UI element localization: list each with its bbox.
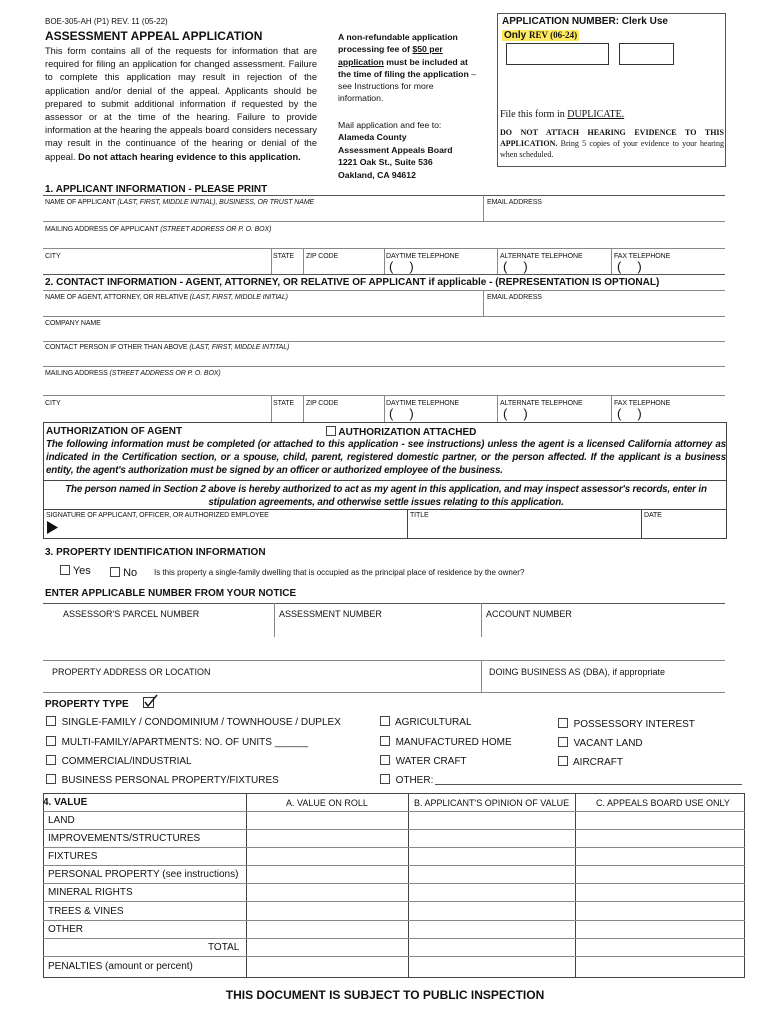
signature-label: SIGNATURE OF APPLICANT, OFFICER, OR AUTHORIZED EMPLOYEE: [46, 512, 269, 519]
clerk-use-box: [497, 13, 726, 167]
assessment-number-field[interactable]: [279, 621, 479, 637]
sec2-heading: 2. CONTACT INFORMATION - AGENT, ATTORNEY, OR RELATIVE OF APPLICANT if applicable - (REPRESENTATION IS OPTIONAL): [45, 277, 660, 288]
agent-alttel-label: ALTERNATE TELEPHONE: [500, 400, 583, 407]
applicant-mailing-field[interactable]: [45, 234, 725, 248]
applicant-name-field[interactable]: [45, 207, 481, 221]
contact-person-label: CONTACT PERSON IF OTHER THAN ABOVE (LAST, FIRST, MIDDLE INTITAL): [45, 344, 290, 351]
agent-mailing-label: MAILING ADDRESS (STREET ADDRESS OR P. O. BOX): [45, 370, 221, 377]
value-row-total: TOTAL: [208, 942, 240, 953]
auth-instructions: The following information must be completed (or attached to this application - see instructions) unless the agent is a licensed California attorney as indicated in the Certification section, or a spouse, child, parent, registered domestic partner, or the person affected. If the applicant is a business entity, the agent's authorization must be signed by an officer or authorized employee of the business.: [46, 439, 726, 476]
value-row-fixtures: FIXTURES: [48, 851, 98, 862]
applicant-fax-field[interactable]: (): [617, 259, 658, 274]
evidence-notice: DO NOT ATTACH HEARING EVIDENCE TO THIS APPLICATION. Bring 5 copies of your evidence to your hearing when scheduled.: [500, 128, 724, 159]
value-on-roll-column[interactable]: [247, 812, 407, 977]
value-row-land: LAND: [48, 815, 75, 826]
agent-daytel-field[interactable]: (): [389, 406, 430, 421]
applicant-zip-label: ZIP CODE: [306, 253, 339, 260]
form-title: ASSESSMENT APPEAL APPLICATION: [45, 29, 263, 43]
checkmark-icon: [142, 694, 159, 714]
agent-daytel-label: DAYTIME TELEPHONE: [386, 400, 460, 407]
value-col-a-header: A. VALUE ON ROLL: [286, 798, 368, 808]
agent-email-field[interactable]: [487, 302, 725, 316]
agent-alttel-field[interactable]: (): [503, 406, 544, 421]
apn-label: ASSESSOR'S PARCEL NUMBER: [63, 609, 200, 619]
applicant-opinion-column[interactable]: [409, 812, 574, 977]
auth-heading: AUTHORIZATION OF AGENT: [46, 426, 183, 437]
value-row-penalties: PENALTIES (amount or percent): [48, 961, 193, 972]
applicant-city-label: CITY: [45, 253, 61, 260]
sign-here-arrow-icon: [47, 521, 58, 539]
applicant-fax-label: FAX TELEPHONE: [614, 253, 671, 260]
ptype-single-family[interactable]: SINGLE-FAMILY / CONDOMINIUM / TOWNHOUSE / DUPLEX: [46, 716, 341, 728]
ptype-aircraft[interactable]: AIRCRAFT: [558, 756, 623, 768]
value-heading: 4. VALUE: [43, 797, 88, 808]
ptype-vacant-land[interactable]: VACANT LAND: [558, 737, 643, 749]
agent-fax-label: FAX TELEPHONE: [614, 400, 671, 407]
agent-name-field[interactable]: [45, 302, 481, 316]
date-label: DATE: [644, 512, 662, 519]
ptype-commercial[interactable]: COMMERCIAL/INDUSTRIAL: [46, 755, 192, 767]
agent-name-label: NAME OF AGENT, ATTORNEY, OR RELATIVE (LAST, FIRST, MIDDLE INITIAL): [45, 294, 288, 301]
value-col-c-header: C. APPEALS BOARD USE ONLY: [596, 798, 730, 808]
owner-occupied-question: Is this property a single-family dwelling that is occupied as the principal place of residence by the owner?: [154, 568, 525, 577]
agent-city-label: CITY: [45, 400, 61, 407]
authorization-box: [43, 422, 727, 539]
property-address-label: PROPERTY ADDRESS OR LOCATION: [52, 667, 211, 677]
agent-zip-label: ZIP CODE: [306, 400, 339, 407]
applicant-state-label: STATE: [273, 253, 295, 260]
value-row-personal-property: PERSONAL PROPERTY (see instructions): [48, 869, 239, 880]
clerk-box-title: APPLICATION NUMBER: Clerk Use: [502, 16, 668, 27]
auth-statement: The person named in Section 2 above is hereby authorized to act as my agent in this application, and may inspect assessor's records, enter in stipulation agreements, and otherwise settle issues relating to this application.: [65, 484, 707, 508]
title-field[interactable]: [410, 520, 640, 537]
date-field[interactable]: [644, 520, 724, 537]
fee-notice: A non-refundable application processing fee of $50 per application must be included at the time of filing the application – see Instructions for more information.: [338, 32, 477, 104]
sec1-heading: 1. APPLICANT INFORMATION - PLEASE PRINT: [45, 184, 268, 195]
dba-label: DOING BUSINESS AS (DBA), if appropriate: [489, 667, 666, 677]
ptype-business-personal[interactable]: BUSINESS PERSONAL PROPERTY/FIXTURES: [46, 774, 279, 786]
property-address-field[interactable]: [52, 678, 479, 692]
intro-text: This form contains all of the requests for information that are required for filing an application for changed assessment. Failure to complete this application may result in rejection of the application and/or denial of the appeal. Applicants should be prepared to submit additional information if requested by the assessor or at the time of the hearing. Failure to provide information at the hearing the appeals board considers necessary may result in the continuance of the hearing or denial of the appeal. Do not attach hearing evidence to this application.: [45, 46, 317, 162]
applicant-daytel-label: DAYTIME TELEPHONE: [386, 253, 460, 260]
applicant-alttel-label: ALTERNATE TELEPHONE: [500, 253, 583, 260]
signature-field[interactable]: [60, 520, 405, 537]
agent-fax-field[interactable]: (): [617, 406, 658, 421]
contact-person-field[interactable]: [45, 352, 725, 366]
file-in-duplicate: File this form in DUPLICATE.: [500, 109, 625, 120]
applicant-alttel-field[interactable]: (): [503, 259, 544, 274]
ptype-possessory-interest[interactable]: POSSESSORY INTEREST: [558, 718, 695, 730]
enter-number-heading: ENTER APPLICABLE NUMBER FROM YOUR NOTICE: [45, 588, 297, 599]
clerk-only-highlight: Only REV (06-24): [504, 30, 578, 41]
agent-email-label: EMAIL ADDRESS: [487, 294, 542, 301]
value-row-mineral-rights: MINERAL RIGHTS: [48, 887, 133, 898]
applicant-email-field[interactable]: [487, 207, 725, 221]
company-name-label: COMPANY NAME: [45, 320, 101, 327]
application-number-field[interactable]: [506, 43, 609, 65]
applicant-daytel-field[interactable]: (): [389, 259, 430, 274]
value-row-other: OTHER: [48, 924, 83, 935]
account-number-label: ACCOUNT NUMBER: [486, 609, 572, 619]
auth-attached-checkbox[interactable]: AUTHORIZATION ATTACHED: [326, 426, 476, 438]
property-type-heading: PROPERTY TYPE: [45, 699, 129, 710]
ptype-multi-family[interactable]: MULTI-FAMILY/APARTMENTS: NO. OF UNITS ______: [46, 736, 308, 748]
company-name-field[interactable]: [45, 328, 725, 341]
applicant-email-label: EMAIL ADDRESS: [487, 199, 542, 206]
ptype-other[interactable]: OTHER:: [380, 774, 433, 786]
agent-city-field[interactable]: [45, 409, 269, 421]
agent-mailing-field[interactable]: [45, 378, 725, 395]
dba-field[interactable]: [489, 678, 725, 692]
title-label: TITLE: [410, 512, 429, 519]
application-number-suffix-field[interactable]: [619, 43, 674, 65]
applicant-name-label: NAME OF APPLICANT (LAST, FIRST, MIDDLE INITIAL), BUSINESS, OR TRUST NAME: [45, 199, 315, 206]
ptype-manufactured-home[interactable]: MANUFACTURED HOME: [380, 736, 512, 748]
assessment-number-label: ASSESSMENT NUMBER: [279, 609, 382, 619]
account-number-field[interactable]: [486, 621, 725, 637]
applicant-city-field[interactable]: [45, 262, 269, 274]
public-inspection-footer: THIS DOCUMENT IS SUBJECT TO PUBLIC INSPECTION: [225, 988, 545, 1002]
sec3-heading: 3. PROPERTY IDENTIFICATION INFORMATION: [45, 547, 266, 558]
value-col-b-header: B. APPLICANT'S OPINION OF VALUE: [414, 798, 570, 808]
ptype-other-field[interactable]: [435, 784, 742, 785]
apn-field[interactable]: [63, 621, 272, 637]
applicant-mailing-label: MAILING ADDRESS OF APPLICANT (STREET ADDRESS OR P. O. BOX): [45, 226, 272, 233]
owner-occupied-yes[interactable]: Yes: [60, 565, 91, 577]
ptype-agricultural[interactable]: AGRICULTURAL: [380, 716, 472, 728]
mail-to-block: Mail application and fee to: Alameda County Assessment Appeals Board 1221 Oak St., Suite 536 Oakland, CA 94612: [338, 120, 453, 180]
owner-occupied-no[interactable]: No: [110, 567, 137, 579]
value-row-improvements: IMPROVEMENTS/STRUCTURES: [48, 833, 201, 844]
value-row-trees-vines: TREES & VINES: [48, 906, 124, 917]
ptype-water-craft[interactable]: WATER CRAFT: [380, 755, 467, 767]
form-id: BOE-305-AH (P1) REV. 11 (05-22): [45, 17, 168, 26]
agent-state-label: STATE: [273, 400, 295, 407]
